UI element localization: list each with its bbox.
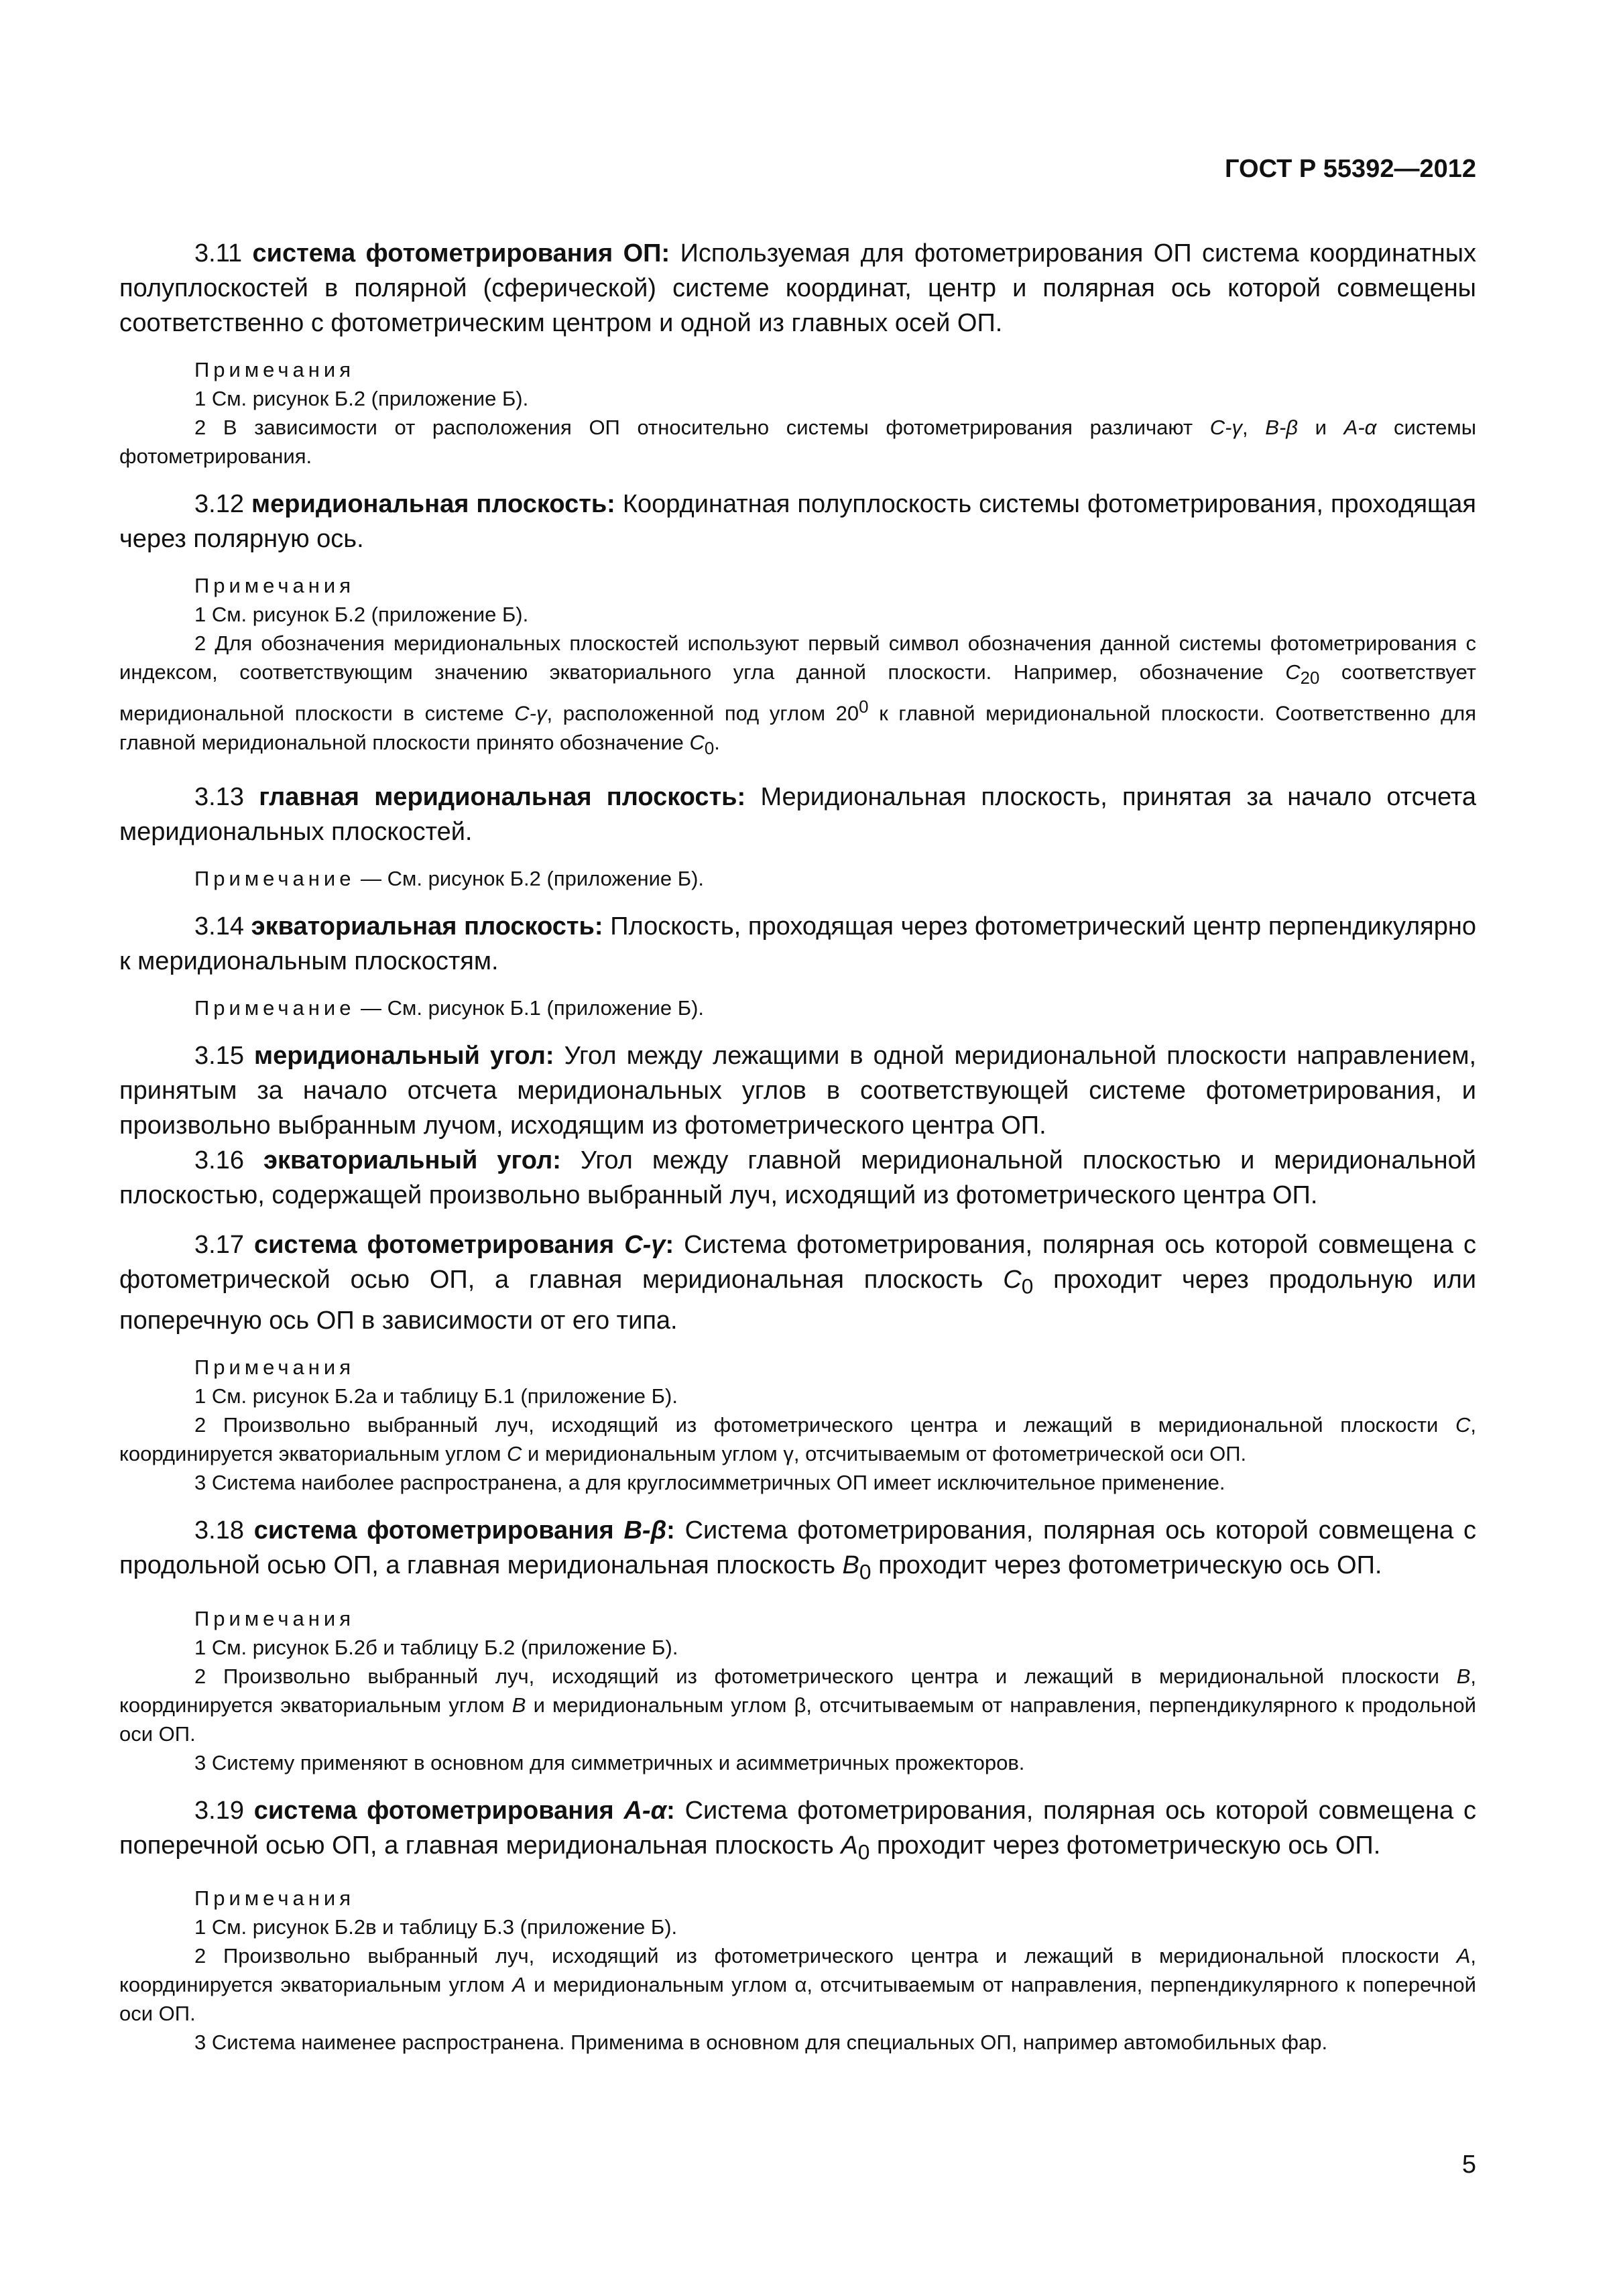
note-item: 3 Система наиболее распространена, а для круглосимметричных ОП имеет исключительное применение. xyxy=(194,1471,1225,1495)
term-number: 3.14 xyxy=(194,912,244,941)
term-definition: Угол между лежащими в одной меридиональной плоскости направлением, принятым за начало отсчета меридиональных углов в соответствующей системе фотометрирования, и произвольно выбранным лучом, исходящим из фотометрического центра ОП. xyxy=(119,1041,1477,1140)
term-definition: Система фотометрирования, полярная ось которой совмещена с фотометрической осью ОП, а главная меридиональная плоскость xyxy=(119,1230,1476,1294)
term-title: главная меридиональная плоскость: xyxy=(259,782,746,811)
term-3-18: 3.18 система фотометрирования В-β: Система фотометрирования, полярная ось которой совмещена с продольной осью ОП, а главная меридиональная плоскость $В_0$ проходит через фотометрическую ось ОП. xyxy=(119,1516,1477,1584)
term-3-13 xyxy=(119,780,1476,849)
term-definition: Меридиональная плоскость, принятая за начало отсчета меридиональных плоскостей. xyxy=(119,782,1477,846)
term-number: 3.11 xyxy=(194,239,243,267)
term-definition: Координатная полуплоскость системы фотометрирования, проходящая через полярную ось. xyxy=(119,490,1476,553)
notes-3-14 xyxy=(119,993,1476,1022)
notes-3-11 xyxy=(119,355,1476,471)
term-definition: Плоскость, проходящая через фотометрический центр перпендикулярно к меридиональным плоскостям. xyxy=(119,912,1477,975)
note-item: 1 См. рисунок Б.2а и таблицу Б.1 (приложение Б). xyxy=(194,1384,678,1408)
term-definition: Используемая для фотометрирования ОП система координатных полуплоскостей в полярной (сферической) системе координат, центр и полярная ось которой совмещены соответственно с фотометрическим центром и одной из главных осей ОП. xyxy=(119,239,1477,337)
note-item: 1 См. рисунок Б.2б и таблицу Б.2 (приложение Б). xyxy=(194,1635,678,1659)
document-body xyxy=(119,236,1476,2073)
term-title: меридиональная плоскость: xyxy=(251,490,615,518)
term-3-16 xyxy=(119,1143,1476,1213)
term-number: 3.12 xyxy=(194,490,244,518)
note-item: 2 Произвольно выбранный луч, исходящий из фотометрического центра и лежащий в меридиональной плоскости В, координируется экваториальным углом В и меридиональным углом β, отсчитываемым от направления, перпендикулярного к продольной оси ОП. xyxy=(119,1664,1476,1746)
note-item: 2 Для обозначения меридиональных плоскостей используют первый символ обозначения данной системы фотометрирования с индексом, соответствующим значению экваториального угла данной плоскости. Например, обозначение $С_{20}$ соответствует меридиональной плоскости в системе С-γ, расположенной под углом $20^0$ к главной меридиональной плоскости. Соответственно для главной меридиональной плоскости принято обозначение $С_0$. xyxy=(119,631,1477,758)
term-title: система фотометрирования xyxy=(253,1230,625,1259)
term-number: 3.15 xyxy=(194,1041,244,1070)
notes-3-19 xyxy=(119,1884,1476,2057)
page-number: 5 xyxy=(1461,2151,1476,2179)
term-definition: Угол между главной меридиональной плоскостью и меридиональной плоскостью, содержащей произвольно выбранный луч, исходящий из фотометрического центра ОП. xyxy=(119,1146,1476,1209)
term-3-11 xyxy=(119,236,1476,341)
notes-heading: Примечания xyxy=(194,1355,355,1380)
term-3-17: 3.17 система фотометрирования С-γ: Система фотометрирования, полярная ось которой совмещена с фотометрической осью ОП, а главная меридиональная плоскость $С_0$ проходит через продольную или поперечную ось ОП в зависимости от его типа. xyxy=(119,1230,1476,1335)
note-item: 2 Произвольно выбранный луч, исходящий из фотометрического центра и лежащий в меридиональной плоскости С, координируется экваториальным углом С и меридиональным углом γ, отсчитываемым от фотометрической оси ОП. xyxy=(119,1413,1476,1466)
term-symbol: В-β xyxy=(623,1516,667,1545)
notes-3-12 xyxy=(119,571,1476,764)
note-item: 3 Система наименее распространена. Применима в основном для специальных ОП, например автомобильных фар. xyxy=(194,2031,1328,2055)
term-3-19: 3.19 система фотометрирования А-α: Система фотометрирования, полярная ось которой совмещена с поперечной осью ОП, а главная меридиональная плоскость $А_0$ проходит через фотометрическую ось ОП. xyxy=(119,1796,1476,1864)
notes-3-18 xyxy=(119,1604,1476,1777)
notes-3-17 xyxy=(119,1353,1476,1497)
notes-heading: Примечания xyxy=(194,358,355,381)
term-3-12 xyxy=(119,487,1476,556)
term-title: экваториальный угол: xyxy=(263,1146,561,1174)
term-title: экваториальная плоскость: xyxy=(251,912,603,941)
note-item: Примечание — См. рисунок Б.2 (приложение Б). xyxy=(194,866,705,890)
term-number: 3.13 xyxy=(194,782,244,811)
note-item: 1 См. рисунок Б.2 (приложение Б). xyxy=(194,603,529,626)
notes-heading: Примечания xyxy=(194,574,355,597)
term-title: система фотометрирования ОП: xyxy=(252,239,670,267)
note-item: 1 См. рисунок Б.2 (приложение Б). xyxy=(194,387,529,410)
term-number: 3.19 xyxy=(194,1796,244,1825)
notes-heading: Примечания xyxy=(194,1886,355,1911)
note-item: 2 Произвольно выбранный луч, исходящий из фотометрического центра и лежащий в меридиональной плоскости А, координируется экваториальным углом А и меридиональным углом α, отсчитываемым от направления, перпендикулярного к поперечной оси ОП. xyxy=(119,1944,1476,2026)
term-symbol: С-γ xyxy=(624,1230,666,1259)
document-code: ГОСТ Р 55392—2012 xyxy=(1225,155,1476,183)
notes-heading: Примечания xyxy=(194,1606,355,1630)
term-number: 3.17 xyxy=(194,1230,244,1259)
term-3-15 xyxy=(119,1038,1476,1143)
term-3-14 xyxy=(119,909,1476,979)
note-item: 3 Систему применяют в основном для симметричных и асимметричных прожекторов. xyxy=(194,1750,1025,1774)
term-title: система фотометрирования xyxy=(253,1796,624,1825)
term-number: 3.16 xyxy=(194,1146,244,1174)
term-definition: Система фотометрирования, полярная ось которой совмещена с поперечной осью ОП, а главная меридиональная плоскость xyxy=(119,1796,1476,1860)
document-page xyxy=(119,0,1476,2296)
term-symbol: А-α xyxy=(623,1796,667,1825)
term-definition: Система фотометрирования, полярная ось которой совмещена с продольной осью ОП, а главная меридиональная плоскость xyxy=(119,1516,1477,1580)
note-item: 2 В зависимости от расположения ОП относительно системы фотометрирования различают С-γ, В-β и А-α системы фотометрирования. xyxy=(119,416,1477,468)
term-title: меридиональный угол: xyxy=(254,1041,554,1070)
term-title: система фотометрирования xyxy=(253,1516,624,1545)
notes-3-13 xyxy=(119,864,1476,893)
note-item: Примечание — См. рисунок Б.1 (приложение Б). xyxy=(194,995,705,1020)
note-item: 1 См. рисунок Б.2в и таблицу Б.3 (приложение Б). xyxy=(194,1915,678,1939)
term-number: 3.18 xyxy=(194,1516,244,1545)
